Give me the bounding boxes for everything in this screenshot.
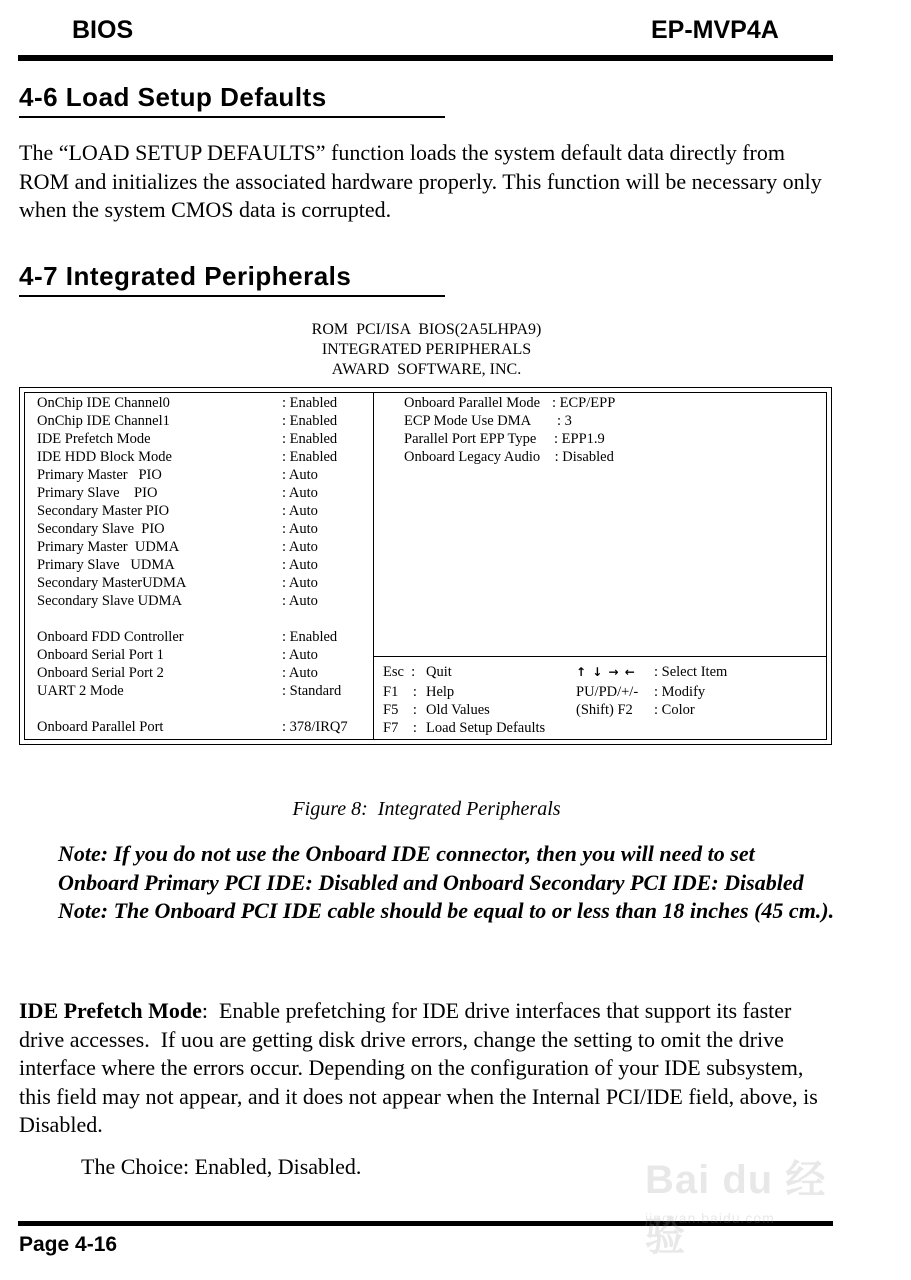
bios-setting-value: : Auto xyxy=(282,485,318,501)
bios-key-desc: Help xyxy=(426,684,455,700)
bios-setting-name: Primary Slave PIO xyxy=(37,485,158,501)
choice-text: The Choice: Enabled, Disabled. xyxy=(81,1154,362,1179)
bios-key: PU/PD/+/- xyxy=(576,684,639,700)
bios-setting-name: UART 2 Mode xyxy=(37,683,124,699)
bios-setting-name: Secondary Master PIO xyxy=(37,503,170,519)
bios-key: F1 : xyxy=(383,684,417,700)
bios-setting-value: : Auto xyxy=(282,665,318,681)
term-label: IDE Prefetch Mode xyxy=(19,998,202,1023)
bios-setting-value: : EPP1.9 xyxy=(554,431,605,447)
bios-setting-value: : Standard xyxy=(282,683,342,699)
bios-setting-value: : Auto xyxy=(282,467,318,483)
bios-setting-name: Primary Slave UDMA xyxy=(37,557,175,573)
header-right: EP-MVP4A xyxy=(651,16,779,44)
note-text: Note: If you do not use the Onboard IDE connector, then you will need to set Onboard Primary PCI IDE: Disabled and Onboard Secondary PCI IDE: Disabled Note: The Onboard PCI IDE cable should be equal to or less than 18 inches (45 cm.). xyxy=(58,841,835,923)
watermark xyxy=(645,1148,860,1259)
page-number: Page 4-16 xyxy=(19,1233,118,1256)
term-description: : Enable prefetching for IDE drive interfaces that support its faster drive accesses. If uou are getting disk drive errors, change the setting to omit the drive interface where the errors occur. Depending on the configuration of your IDE subsystem, this field may not appear, and it does not appear when the Internal PCI/IDE field, above, is Disabled. xyxy=(19,998,824,1137)
bios-setting-name: Secondary MasterUDMA xyxy=(37,575,187,591)
bios-setting-name: Onboard Parallel Port xyxy=(37,719,164,735)
bios-key-desc: : Color xyxy=(654,702,695,718)
bios-setting-name: Primary Master UDMA xyxy=(37,539,180,555)
watermark-brand: Bai du 经验 xyxy=(645,1158,827,1259)
bios-setting-name: Onboard Legacy Audio xyxy=(404,449,541,465)
bios-key: F5 : xyxy=(383,702,417,718)
bios-setting-name: Parallel Port EPP Type xyxy=(404,431,537,447)
bios-setting-value: : ECP/EPP xyxy=(552,395,616,411)
bios-setting-value: : Auto xyxy=(282,521,318,537)
section-rule xyxy=(19,116,445,118)
bios-setting-name: IDE HDD Block Mode xyxy=(37,449,172,465)
ide-prefetch-paragraph xyxy=(19,997,834,1140)
bios-setting-name: OnChip IDE Channel0 xyxy=(37,395,170,411)
bios-setting-name: Onboard Parallel Mode xyxy=(404,395,541,411)
bios-setting-value: : Auto xyxy=(282,647,318,663)
bios-setting-name: IDE Prefetch Mode xyxy=(37,431,151,447)
bios-setting-value: : Enabled xyxy=(282,395,338,411)
bios-setting-name: Secondary Slave PIO xyxy=(37,521,165,537)
bios-setting-value: : Enabled xyxy=(282,413,338,429)
section-rule xyxy=(19,295,445,297)
bios-setting-name: Secondary Slave UDMA xyxy=(37,593,182,609)
bios-key: (Shift) F2 xyxy=(576,702,633,718)
bios-setting-name: Onboard Serial Port 2 xyxy=(37,665,164,681)
bios-setting-name: OnChip IDE Channel1 xyxy=(37,413,170,429)
bios-key: F7 : xyxy=(383,720,417,736)
bios-key-desc: Load Setup Defaults xyxy=(426,720,546,736)
bios-setting-name: Onboard FDD Controller xyxy=(37,629,184,645)
bios-setting-name: Onboard Serial Port 1 xyxy=(37,647,164,663)
bios-setting-name: ECP Mode Use DMA xyxy=(404,413,532,429)
section-paragraph: The “LOAD SETUP DEFAULTS” function loads the system default data directly from ROM and initializes the associated hardware properly. This function will be necessary only when the system CMOS data is corrupted. xyxy=(19,140,822,222)
bios-caption-line: ROM PCI/ISA BIOS(2A5LHPA9) xyxy=(311,321,542,338)
bios-caption-line: INTEGRATED PERIPHERALS xyxy=(321,341,532,358)
watermark-url: jingyan.baidu.com xyxy=(645,1210,775,1226)
arrow-keys-icon: ↑ ↓ → ← xyxy=(576,665,636,679)
section-title-integrated-peripherals: 4-7 Integrated Peripherals xyxy=(19,261,352,291)
bios-setting-name: Primary Master PIO xyxy=(37,467,162,483)
bios-key-divider xyxy=(374,656,827,657)
bios-setting-value: : Auto xyxy=(282,539,318,555)
bios-caption-line: AWARD SOFTWARE, INC. xyxy=(331,361,522,378)
bios-setting-value: : Auto xyxy=(282,557,318,573)
bios-setting-value: : Enabled xyxy=(282,629,338,645)
bios-setting-value: : Disabled xyxy=(551,449,614,465)
bios-key-desc: Quit xyxy=(426,664,452,680)
bios-key-desc: Old Values xyxy=(426,702,490,718)
bios-setting-value: : Auto xyxy=(282,503,318,519)
bios-key-desc: : Select Item xyxy=(654,664,728,680)
bios-key: Esc : xyxy=(383,664,416,680)
bios-setting-value: : Enabled xyxy=(282,449,338,465)
bios-setting-value: : 3 xyxy=(557,413,572,429)
header-rule xyxy=(18,55,833,61)
bios-setting-value: : Auto xyxy=(282,575,318,591)
bios-setting-value: : Auto xyxy=(282,593,318,609)
bios-key-desc: : Modify xyxy=(654,684,706,700)
figure-caption: Figure 8: Integrated Peripherals xyxy=(292,798,561,820)
bios-setting-value: : 378/IRQ7 xyxy=(282,719,348,735)
section-title-load-setup-defaults: 4-6 Load Setup Defaults xyxy=(19,82,327,112)
header-left: BIOS xyxy=(72,16,134,44)
bios-setting-value: : Enabled xyxy=(282,431,338,447)
